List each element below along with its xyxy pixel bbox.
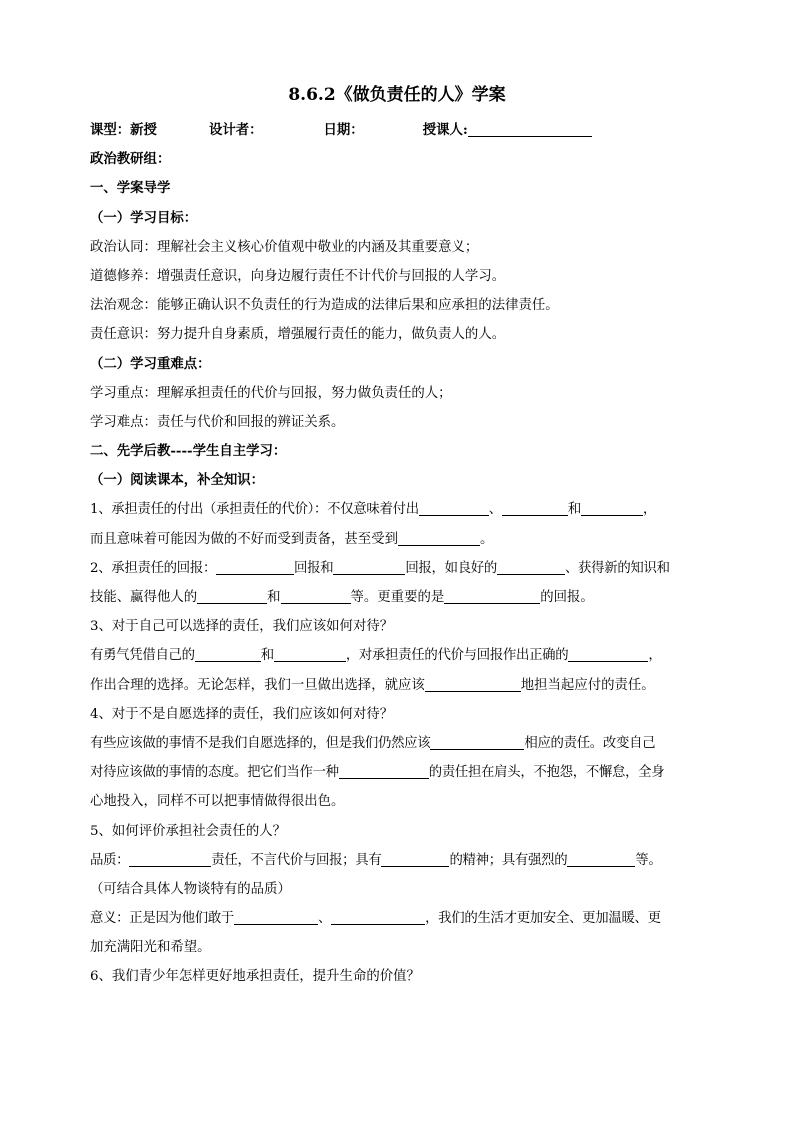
fill-blank[interactable] [331, 909, 425, 925]
q3-text: 作出合理的选择。无论怎样，我们一旦做出选择，就应该 [90, 677, 425, 693]
fill-blank[interactable] [381, 851, 449, 867]
question-5-line-2 [90, 904, 704, 933]
fill-blank[interactable] [274, 646, 346, 662]
question-5-note: （可结合具体人物谈特有的品质） [90, 881, 291, 897]
q2-text: 、获得新的知识和 [564, 560, 670, 576]
q1-text: ， [642, 502, 657, 518]
fill-blank[interactable] [502, 500, 568, 516]
subheading-reading: （一）阅读课本，补全知识： [90, 472, 265, 489]
q3-text: 地担当起应付的责任。 [520, 677, 655, 693]
fill-blank[interactable] [497, 559, 565, 575]
question-5-line-1 [90, 846, 704, 875]
q4-text: 的责任担在肩头，不抱怨，不懈怠，全身 [428, 765, 665, 781]
q2-text: 2、承担责任的回报： [90, 560, 217, 576]
q5-text: 的精神；具有强烈的 [449, 852, 568, 868]
group-label: 政治教研组： [90, 151, 171, 168]
fill-blank[interactable] [398, 530, 480, 546]
fill-blank[interactable] [339, 763, 429, 779]
q1-text: 。 [479, 531, 494, 547]
fill-blank[interactable] [425, 676, 521, 692]
header-row [90, 116, 704, 145]
key-point: 学习重点：理解承担责任的代价与回报，努力做负责任的人； [90, 385, 452, 401]
question-1-line-1 [90, 495, 704, 524]
q1-text: 、 [488, 502, 502, 518]
q3-text: 和 [260, 648, 274, 664]
fill-blank[interactable] [195, 646, 261, 662]
worksheet-page [90, 80, 704, 992]
q5-text: ，我们的生活才更加安全、更加温暖、更 [425, 911, 661, 927]
q2-text: 回报，如良好的 [405, 560, 497, 576]
q5-text: 责任，不言代价与回报；具有 [211, 852, 382, 868]
q5-text: 意义：正是因为他们敢于 [90, 911, 234, 927]
question-3-line-1 [90, 641, 704, 670]
fill-blank[interactable] [197, 588, 267, 604]
q2-text: 回报和 [294, 560, 334, 576]
q4-text: 有些应该做的事情不是我们自愿选择的，但是我们仍然应该 [90, 735, 431, 751]
goal-line: 责任意识：努力提升自身素质，增强履行责任的能力，做负责人的人。 [90, 327, 506, 343]
question-4-line-1 [90, 729, 704, 758]
fill-blank[interactable] [234, 909, 318, 925]
course-type: 课型：新授 [90, 122, 157, 138]
fill-blank[interactable] [444, 588, 540, 604]
fill-blank[interactable] [568, 646, 648, 662]
teacher-blank[interactable] [468, 121, 592, 137]
q2-text: 等。更重要的是 [350, 590, 445, 605]
q5-text: 等。 [635, 852, 662, 868]
q1-text: 而且意味着可能因为做的不好而受到责备，甚至受到 [90, 531, 398, 547]
designer-label: 设计者： [208, 122, 263, 138]
q2-text: 技能、赢得他人的 [90, 590, 198, 605]
question-6: 6、我们青少年怎样更好地承担责任，提升生命的价值？ [90, 969, 420, 985]
question-2-line-2 [90, 583, 704, 612]
q5-text: 、 [318, 911, 332, 927]
fill-blank[interactable] [430, 734, 524, 750]
goal-line: 法治观念：能够正确认识不负责任的行为造成的法律后果和应承担的法律责任。 [90, 298, 559, 314]
fill-blank[interactable] [281, 588, 351, 604]
q2-text: 的回报。 [540, 590, 594, 605]
q1-text: 和 [567, 502, 581, 518]
q4-text: 对待应该做的事情的态度。把它们当作一种 [90, 765, 339, 781]
fill-blank[interactable] [419, 500, 489, 516]
fill-blank[interactable] [333, 559, 405, 575]
question-4: 4、对于不是自愿选择的责任，我们应该如何对待？ [90, 706, 394, 722]
q3-text: ， [648, 648, 662, 664]
q3-text: ，对承担责任的代价与回报作出正确的 [345, 648, 569, 664]
section-heading-2: 二、先学后教----学生自主学习： [90, 443, 287, 460]
fill-blank[interactable] [567, 851, 635, 867]
question-3: 3、对于自己可以选择的责任，我们应该如何对待？ [90, 619, 394, 635]
q5-text: 品质： [90, 852, 130, 868]
difficult-point: 学习难点：责任与代价和回报的辨证关系。 [90, 414, 345, 430]
fill-blank[interactable] [129, 851, 211, 867]
q2-text: 和 [267, 590, 281, 605]
fill-blank[interactable] [581, 500, 643, 516]
date-label: 日期： [323, 122, 364, 138]
subheading-goals: （一）学习目标： [90, 209, 198, 226]
teacher-label: 授课人: [422, 122, 468, 138]
subheading-key-points: （二）学习重难点： [90, 355, 211, 372]
question-4-line-3: 心地投入，同样不可以把事情做得很出色。 [90, 794, 345, 810]
goal-line: 政治认同：理解社会主义核心价值观中敬业的内涵及其重要意义； [90, 239, 479, 255]
section-heading-1: 一、学案导学 [90, 180, 171, 197]
question-5: 5、如何评价承担社会责任的人？ [90, 823, 286, 839]
page-title: 8.6.2《做负责任的人》学案 [288, 85, 506, 105]
question-5-line-3: 加充满阳光和希望。 [90, 940, 211, 956]
question-1-line-2 [90, 525, 704, 554]
q1-text: 1、承担责任的付出（承担责任的代价）：不仅意味着付出 [90, 502, 419, 518]
question-3-line-2 [90, 671, 704, 700]
question-4-line-2 [90, 758, 704, 787]
goal-line: 道德修养：增强责任意识，向身边履行责任不计代价与回报的人学习。 [90, 268, 506, 284]
q3-text: 有勇气凭借自己的 [90, 648, 195, 664]
question-2-line-1 [90, 554, 704, 583]
q4-text: 相应的责任。改变自己 [524, 735, 656, 751]
fill-blank[interactable] [216, 559, 294, 575]
